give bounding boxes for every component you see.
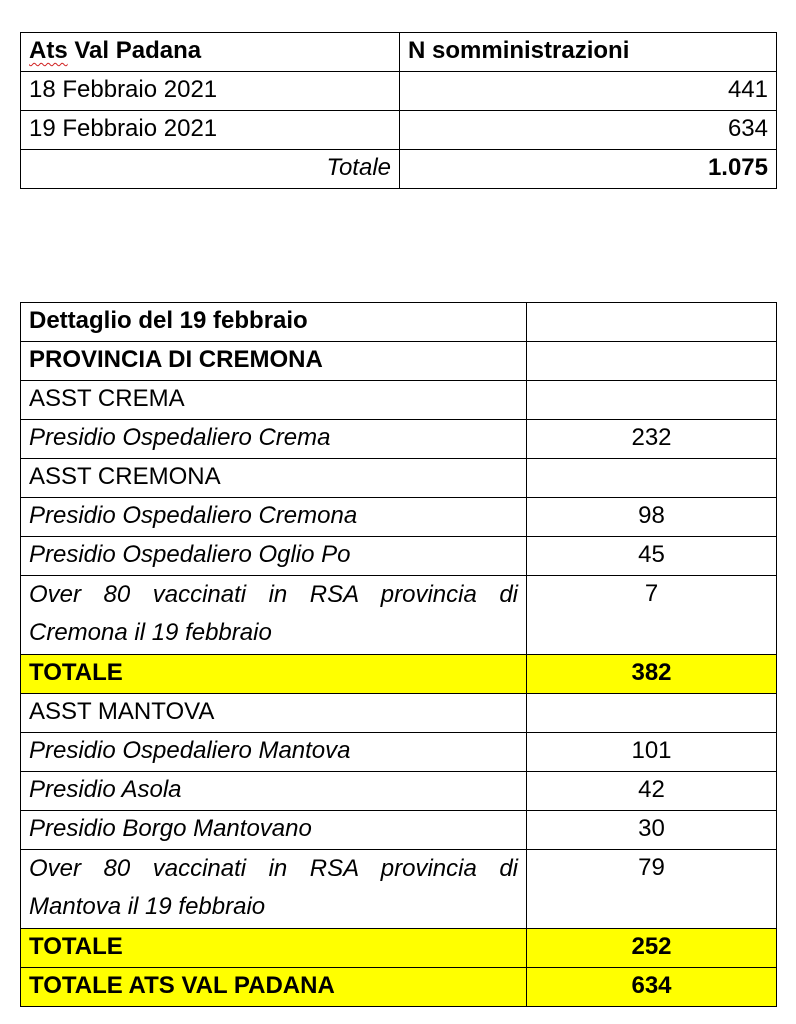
summary-total-value: 1.075 xyxy=(400,150,777,189)
province-label: PROVINCIA DI CREMONA xyxy=(21,342,527,381)
detail-value: 45 xyxy=(527,537,777,576)
detail-row xyxy=(21,576,777,655)
empty-cell xyxy=(527,381,777,420)
detail-row xyxy=(21,537,777,576)
summary-total-row xyxy=(21,150,777,189)
detail-title-row xyxy=(21,303,777,342)
asst-cremona-label: ASST CREMONA xyxy=(21,459,527,498)
empty-cell xyxy=(527,342,777,381)
asst-row xyxy=(21,694,777,733)
header-ats-word: Ats xyxy=(29,37,68,64)
asst-row xyxy=(21,459,777,498)
detail-row xyxy=(21,733,777,772)
detail-label: Presidio Ospedaliero Cremona xyxy=(21,498,527,537)
empty-cell xyxy=(527,459,777,498)
province-row xyxy=(21,342,777,381)
summary-date: 18 Febbraio 2021 xyxy=(21,72,400,111)
header-ats xyxy=(21,33,400,72)
detail-row xyxy=(21,498,777,537)
totale-mantova-label: TOTALE xyxy=(21,929,527,968)
empty-cell xyxy=(527,694,777,733)
empty-cell xyxy=(527,303,777,342)
totale-cremona-label: TOTALE xyxy=(21,655,527,694)
detail-value: 42 xyxy=(527,772,777,811)
detail-value: 98 xyxy=(527,498,777,537)
detail-row xyxy=(21,850,777,929)
detail-label: Presidio Borgo Mantovano xyxy=(21,811,527,850)
detail-table xyxy=(20,302,777,1007)
header-ats-rest: Val Padana xyxy=(67,37,202,64)
asst-mantova-label: ASST MANTOVA xyxy=(21,694,527,733)
detail-label: Presidio Ospedaliero Crema xyxy=(21,420,527,459)
detail-label: Presidio Ospedaliero Mantova xyxy=(21,733,527,772)
detail-label: Over 80 vaccinati in RSA provincia di Mantova il 19 febbraio xyxy=(21,850,527,929)
detail-row xyxy=(21,811,777,850)
summary-date: 19 Febbraio 2021 xyxy=(21,111,400,150)
totale-cremona-value: 382 xyxy=(527,655,777,694)
detail-label: Over 80 vaccinati in RSA provincia di Cremona il 19 febbraio xyxy=(21,576,527,655)
asst-crema-label: ASST CREMA xyxy=(21,381,527,420)
asst-row xyxy=(21,381,777,420)
totale-ats-row xyxy=(21,968,777,1007)
summary-value: 441 xyxy=(400,72,777,111)
totale-ats-label: TOTALE ATS VAL PADANA xyxy=(21,968,527,1007)
header-somministrazioni: N somministrazioni xyxy=(400,33,777,72)
detail-row xyxy=(21,420,777,459)
summary-row xyxy=(21,72,777,111)
detail-value: 101 xyxy=(527,733,777,772)
detail-value: 79 xyxy=(527,850,777,929)
detail-value: 7 xyxy=(527,576,777,655)
detail-row xyxy=(21,772,777,811)
totale-ats-value: 634 xyxy=(527,968,777,1007)
totale-cremona-row xyxy=(21,655,777,694)
summary-row xyxy=(21,111,777,150)
summary-value: 634 xyxy=(400,111,777,150)
detail-value: 30 xyxy=(527,811,777,850)
summary-table xyxy=(20,32,777,189)
detail-title: Dettaglio del 19 febbraio xyxy=(21,303,527,342)
detail-value: 232 xyxy=(527,420,777,459)
summary-total-label: Totale xyxy=(21,150,400,189)
totale-mantova-row xyxy=(21,929,777,968)
summary-header-row xyxy=(21,33,777,72)
detail-label: Presidio Asola xyxy=(21,772,527,811)
detail-label: Presidio Ospedaliero Oglio Po xyxy=(21,537,527,576)
totale-mantova-value: 252 xyxy=(527,929,777,968)
